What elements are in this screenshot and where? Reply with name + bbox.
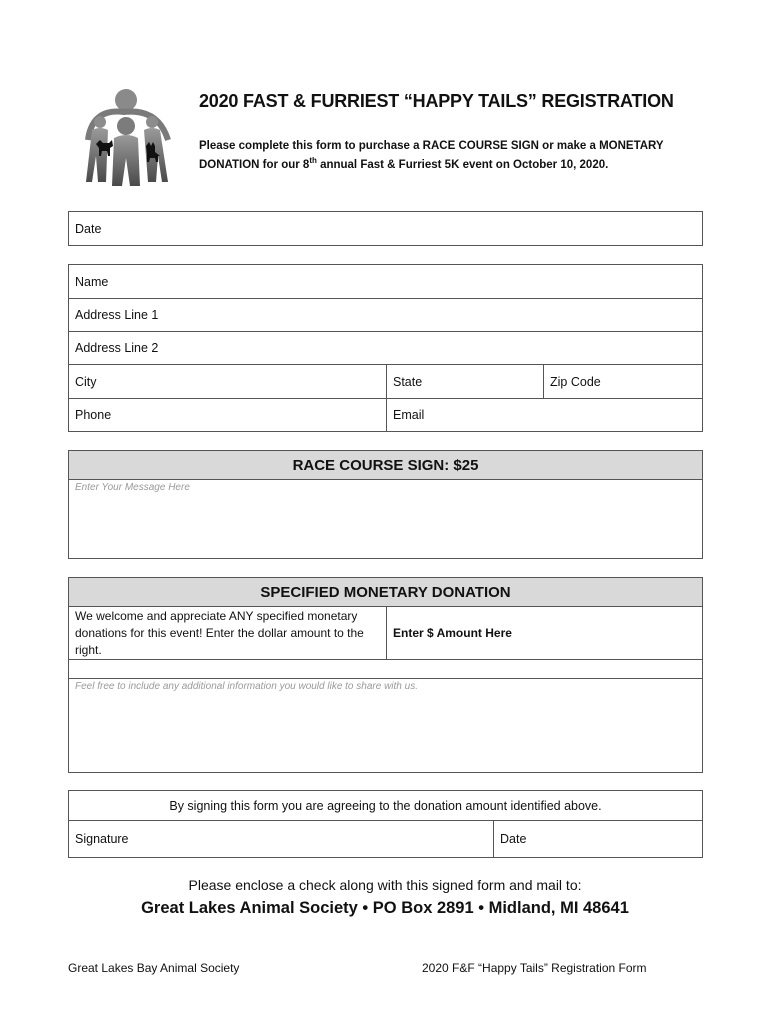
address2-label: Address Line 2 — [75, 341, 159, 355]
intro-line-2 — [199, 156, 699, 175]
signature-date-field[interactable] — [493, 820, 702, 857]
mail-instruction: Please enclose a check along with this signed form and mail to: — [188, 877, 582, 893]
donation-section — [68, 577, 703, 773]
mailing-address: Great Lakes Animal Society • PO Box 2891 • Midland, MI 48641 — [141, 899, 629, 917]
donation-amount-label: Enter $ Amount Here — [393, 625, 512, 640]
city-field[interactable] — [69, 365, 386, 398]
donation-heading: SPECIFIED MONETARY DONATION — [69, 578, 702, 607]
signature-date-label: Date — [500, 831, 527, 846]
date-label: Date — [75, 221, 102, 236]
sign-message-input[interactable] — [69, 479, 702, 558]
date-section — [68, 211, 703, 246]
race-sign-section — [68, 450, 703, 559]
organization-logo — [78, 86, 178, 190]
state-field[interactable] — [386, 365, 543, 398]
additional-info-input[interactable] — [69, 678, 702, 772]
state-label: State — [393, 374, 423, 389]
phone-row — [69, 399, 702, 431]
signature-section — [68, 790, 703, 858]
phone-field[interactable] — [69, 399, 386, 431]
name-label: Name — [75, 274, 109, 289]
signature-row — [69, 820, 702, 857]
intro-line-1: Please complete this form to purchase a RACE COURSE SIGN or make a MONETARY — [199, 140, 664, 152]
email-label: Email — [393, 408, 425, 422]
name-row — [69, 265, 702, 299]
intro-ordinal-suffix: th — [309, 156, 317, 166]
date-field[interactable] — [69, 212, 702, 245]
address2-row — [69, 332, 702, 365]
footer-organization: Great Lakes Bay Animal Society — [68, 961, 240, 975]
donation-amount-row — [69, 606, 702, 660]
zip-field[interactable] — [543, 365, 702, 398]
city-row — [69, 365, 702, 399]
signature-label: Signature — [75, 831, 129, 846]
zip-label: Zip Code — [550, 374, 601, 389]
donation-amount-input[interactable] — [386, 606, 702, 659]
intro-line-2-end: annual Fast & Furriest 5K event on October 10, 2020. — [316, 159, 609, 171]
signature-agreement: By signing this form you are agreeing to the donation amount identified above. — [69, 791, 702, 821]
donation-description: We welcome and appreciate ANY specified monetary donations for this event! Enter the dollar amount to the right. — [75, 609, 364, 657]
form-intro — [199, 137, 699, 175]
name-field[interactable] — [69, 265, 702, 298]
additional-info-placeholder: Feel free to include any additional information you would like to share with us. — [75, 681, 418, 692]
footer-form-name: 2020 F&F “Happy Tails” Registration Form — [422, 961, 647, 975]
contact-section — [68, 264, 703, 432]
city-label: City — [75, 374, 97, 389]
address1-field[interactable] — [69, 299, 702, 331]
signature-field[interactable] — [69, 820, 493, 857]
form-title: 2020 FAST & FURRIEST “HAPPY TAILS” REGISTRATION — [199, 91, 674, 111]
phone-label: Phone — [75, 408, 112, 422]
race-sign-heading: RACE COURSE SIGN: $25 — [69, 451, 702, 480]
address1-row — [69, 299, 702, 332]
email-field[interactable] — [386, 399, 702, 431]
address2-field[interactable] — [69, 332, 702, 364]
intro-line-2-start: DONATION for our 8 — [199, 159, 310, 171]
donation-spacer-row — [69, 659, 702, 679]
sign-message-placeholder: Enter Your Message Here — [75, 482, 190, 493]
address1-label: Address Line 1 — [75, 308, 159, 322]
